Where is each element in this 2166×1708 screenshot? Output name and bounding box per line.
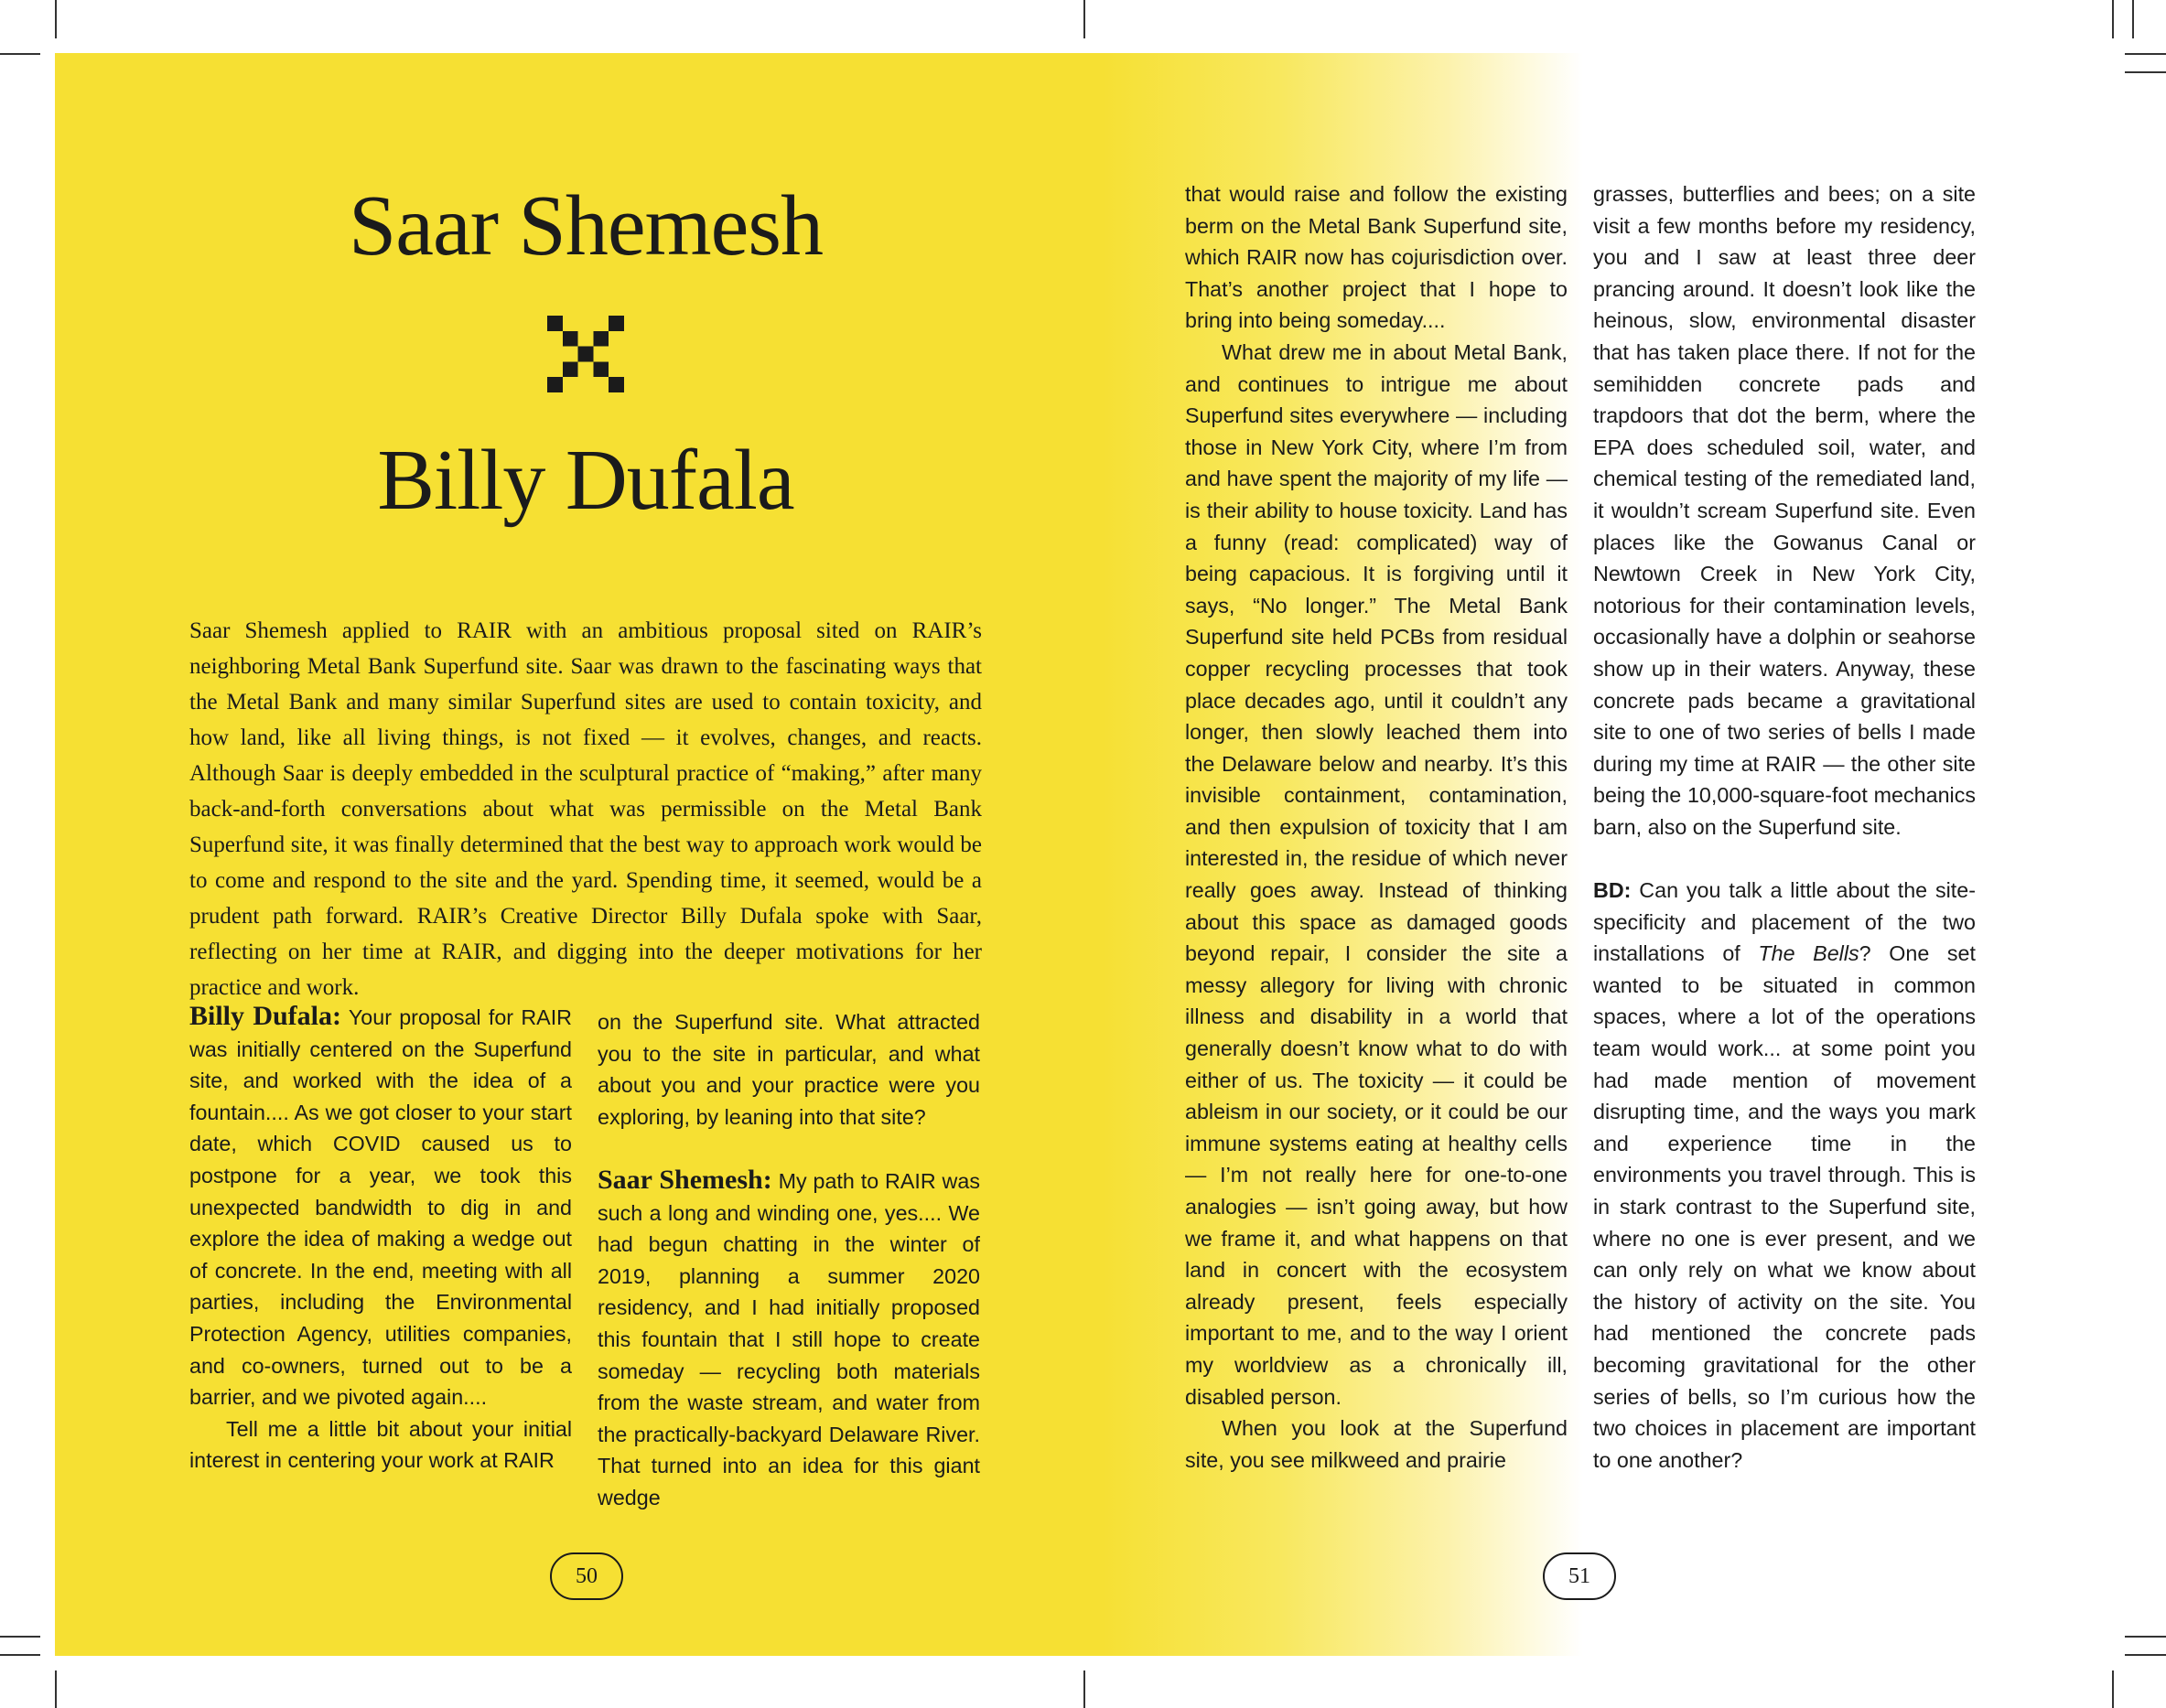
crop-mark: [1083, 1670, 1085, 1708]
intro-paragraph: Saar Shemesh applied to RAIR with an ambitious proposal sited on RAIR’s neighboring Metal Bank Superfund site. Saar was drawn to the fascinating ways that the Metal Bank and many similar Superfund sites are used to contain toxicity, and how land, like all living things, is not fixed — it evolves, changes, and reacts. Although Saar is deeply embedded in the sculptural practice of “making,” after many back-and-forth conversations about what was permissible on the Metal Bank Superfund site, it was finally determined that the best way to approach work would be to come and respond to the site and the yard. Spending time, it seemed, would be a prudent path forward. RAIR’s Creative Director Billy Dufala spoke with Saar, reflecting on her time at RAIR, and digging into the deeper motivations for her practice and work.: [189, 618, 982, 1000]
paragraph-text: ? One set wanted to be situated in common spaces, where a lot of the operations team would work... at some point you had made mention of movement disrupting time, and the ways you mark and experience time in the environments you travel through. This is in stark contrast to the Superfund site, where no one is ever present, and we can only rely on what we know about the history of activity on the site. You had mentioned the concrete pads becoming gravitational for the other series of bells, so I’m curious how the two choices in placement are important to one another?: [1593, 941, 1976, 1472]
crop-mark: [2125, 71, 2166, 73]
title-billy-dufala: Billy Dufala: [377, 433, 794, 528]
crop-mark: [55, 0, 57, 38]
crop-mark: [55, 1670, 57, 1708]
crop-mark: [2112, 0, 2114, 38]
paragraph: [598, 1165, 980, 1514]
paragraph: that would raise and follow the existing berm on the Metal Bank Superfund site, which RAIR now has cojurisdiction over. That’s another project that I hope to bring into being someday....: [1185, 182, 1568, 333]
pixel-cross-icon: [540, 316, 631, 392]
crop-mark: [2132, 0, 2134, 38]
crop-mark: [2125, 53, 2166, 55]
paragraph: What drew me in about Metal Bank, and continues to intrigue me about Superfund sites everywhere — including those in New York City, where I’m from and have spent the majority of my life — is their ability to house toxicity. Land has a funny (read: complicated) way of being capacious. It is forgiving until it says, “No longer.” The Metal Bank Superfund site held PCBs from residual copper recycling processes that took place decades ago, until it couldn’t any longer, then slowly leached them into the Delaware below and nearby. It’s this invisible containment, contamination, and then expulsion of toxicity that I am interested in, the residue of which never really goes away. Instead of thinking about this space as damaged goods beyond repair, I consider the site a messy allegory for living with chronic illness and disability in a world that generally doesn’t know what to do with either of us. The toxicity — it could be ableism in our society, or it could be our immune systems eating at healthy cells — I’m not really here for one-to-one analogies — isn’t going away, but how we frame it, and what happens on that land in concert with the ecosystem already present, feels especially important to me, and to the way I orient my worldview as a chronically ill, disabled person.: [1185, 339, 1568, 1409]
paragraph: When you look at the Superfund site, you see milkweed and prairie: [1185, 1416, 1568, 1472]
crop-mark: [0, 1654, 40, 1656]
paragraph-text: My path to RAIR was such a long and winding one, yes.... We had begun chatting in the winter of 2019, planning a summer 2020 residency, and I had initially proposed this fountain that I still hope to create someday — recycling both materials from the waste stream, and water from the practically-backyard Delaware River. That turned into an idea for this giant wedge: [598, 1168, 980, 1509]
speaker-name: Saar Shemesh:: [598, 1164, 772, 1195]
speaker-name: BD:: [1593, 878, 1632, 903]
paragraph: on the Superfund site. What attracted you to the site in particular, and what about you and your practice were you exploring, by leaning into that site?: [598, 1010, 980, 1129]
paragraph: grasses, butterflies and bees; on a site visit a few months before my residency, you and I saw at least three deer prancing around. It doesn’t look like the heinous, slow, environmental disaster that has taken place there. If not for the semihidden concrete pads and trapdoors that dot the berm, where the EPA does scheduled soil, water, and chemical testing of the remediated land, it wouldn’t scream Superfund site. Even places like the Gowanus Canal or Newtown Creek in New York City, notorious for their contamination levels, occasionally have a dolphin or seahorse show up in their waters. Anyway, these concrete pads became a gravitational site to one of two series of bells I made during my time at RAIR — the other site being the 10,000-square-foot mechanics barn, also on the Superfund site.: [1593, 182, 1976, 839]
column-4: [1593, 178, 1976, 1476]
page-number: 51: [1543, 1552, 1616, 1600]
crop-mark: [1083, 0, 1085, 38]
column-3: [1185, 178, 1568, 1476]
crop-mark: [0, 53, 40, 55]
work-title: The Bells: [1758, 941, 1859, 966]
crop-mark: [2112, 1670, 2114, 1708]
paragraph: Tell me a little bit about your initial interest in centering your work at RAIR: [189, 1416, 572, 1473]
crop-mark: [0, 1636, 40, 1638]
crop-mark: [2125, 1654, 2166, 1656]
paragraph-text: Your proposal for RAIR was initially centered on the Superfund site, and worked with the idea of a fountain.... As we got closer to your start date, which COVID caused us to postpone for a year, we took this unexpected bandwidth to dig in and explore the idea of making a wedge out of concrete. In the end, meeting with all parties, including the Environmental Protection Agency, utilities companies, and co-owners, turned out to be a barrier, and we pivoted again....: [189, 1005, 573, 1410]
column-1: [189, 1001, 572, 1477]
paragraph-text: Can you talk a little about the site-specificity and placement of the two installations of: [1593, 878, 1976, 966]
title-saar-shemesh: Saar Shemesh: [349, 178, 823, 274]
crop-mark: [2125, 1636, 2166, 1638]
page-number: 50: [550, 1552, 623, 1600]
column-2: [598, 1006, 980, 1514]
paragraph: [189, 1001, 572, 1413]
speaker-name: Billy Dufala:: [189, 1001, 341, 1031]
paragraph: [1593, 875, 1976, 1476]
